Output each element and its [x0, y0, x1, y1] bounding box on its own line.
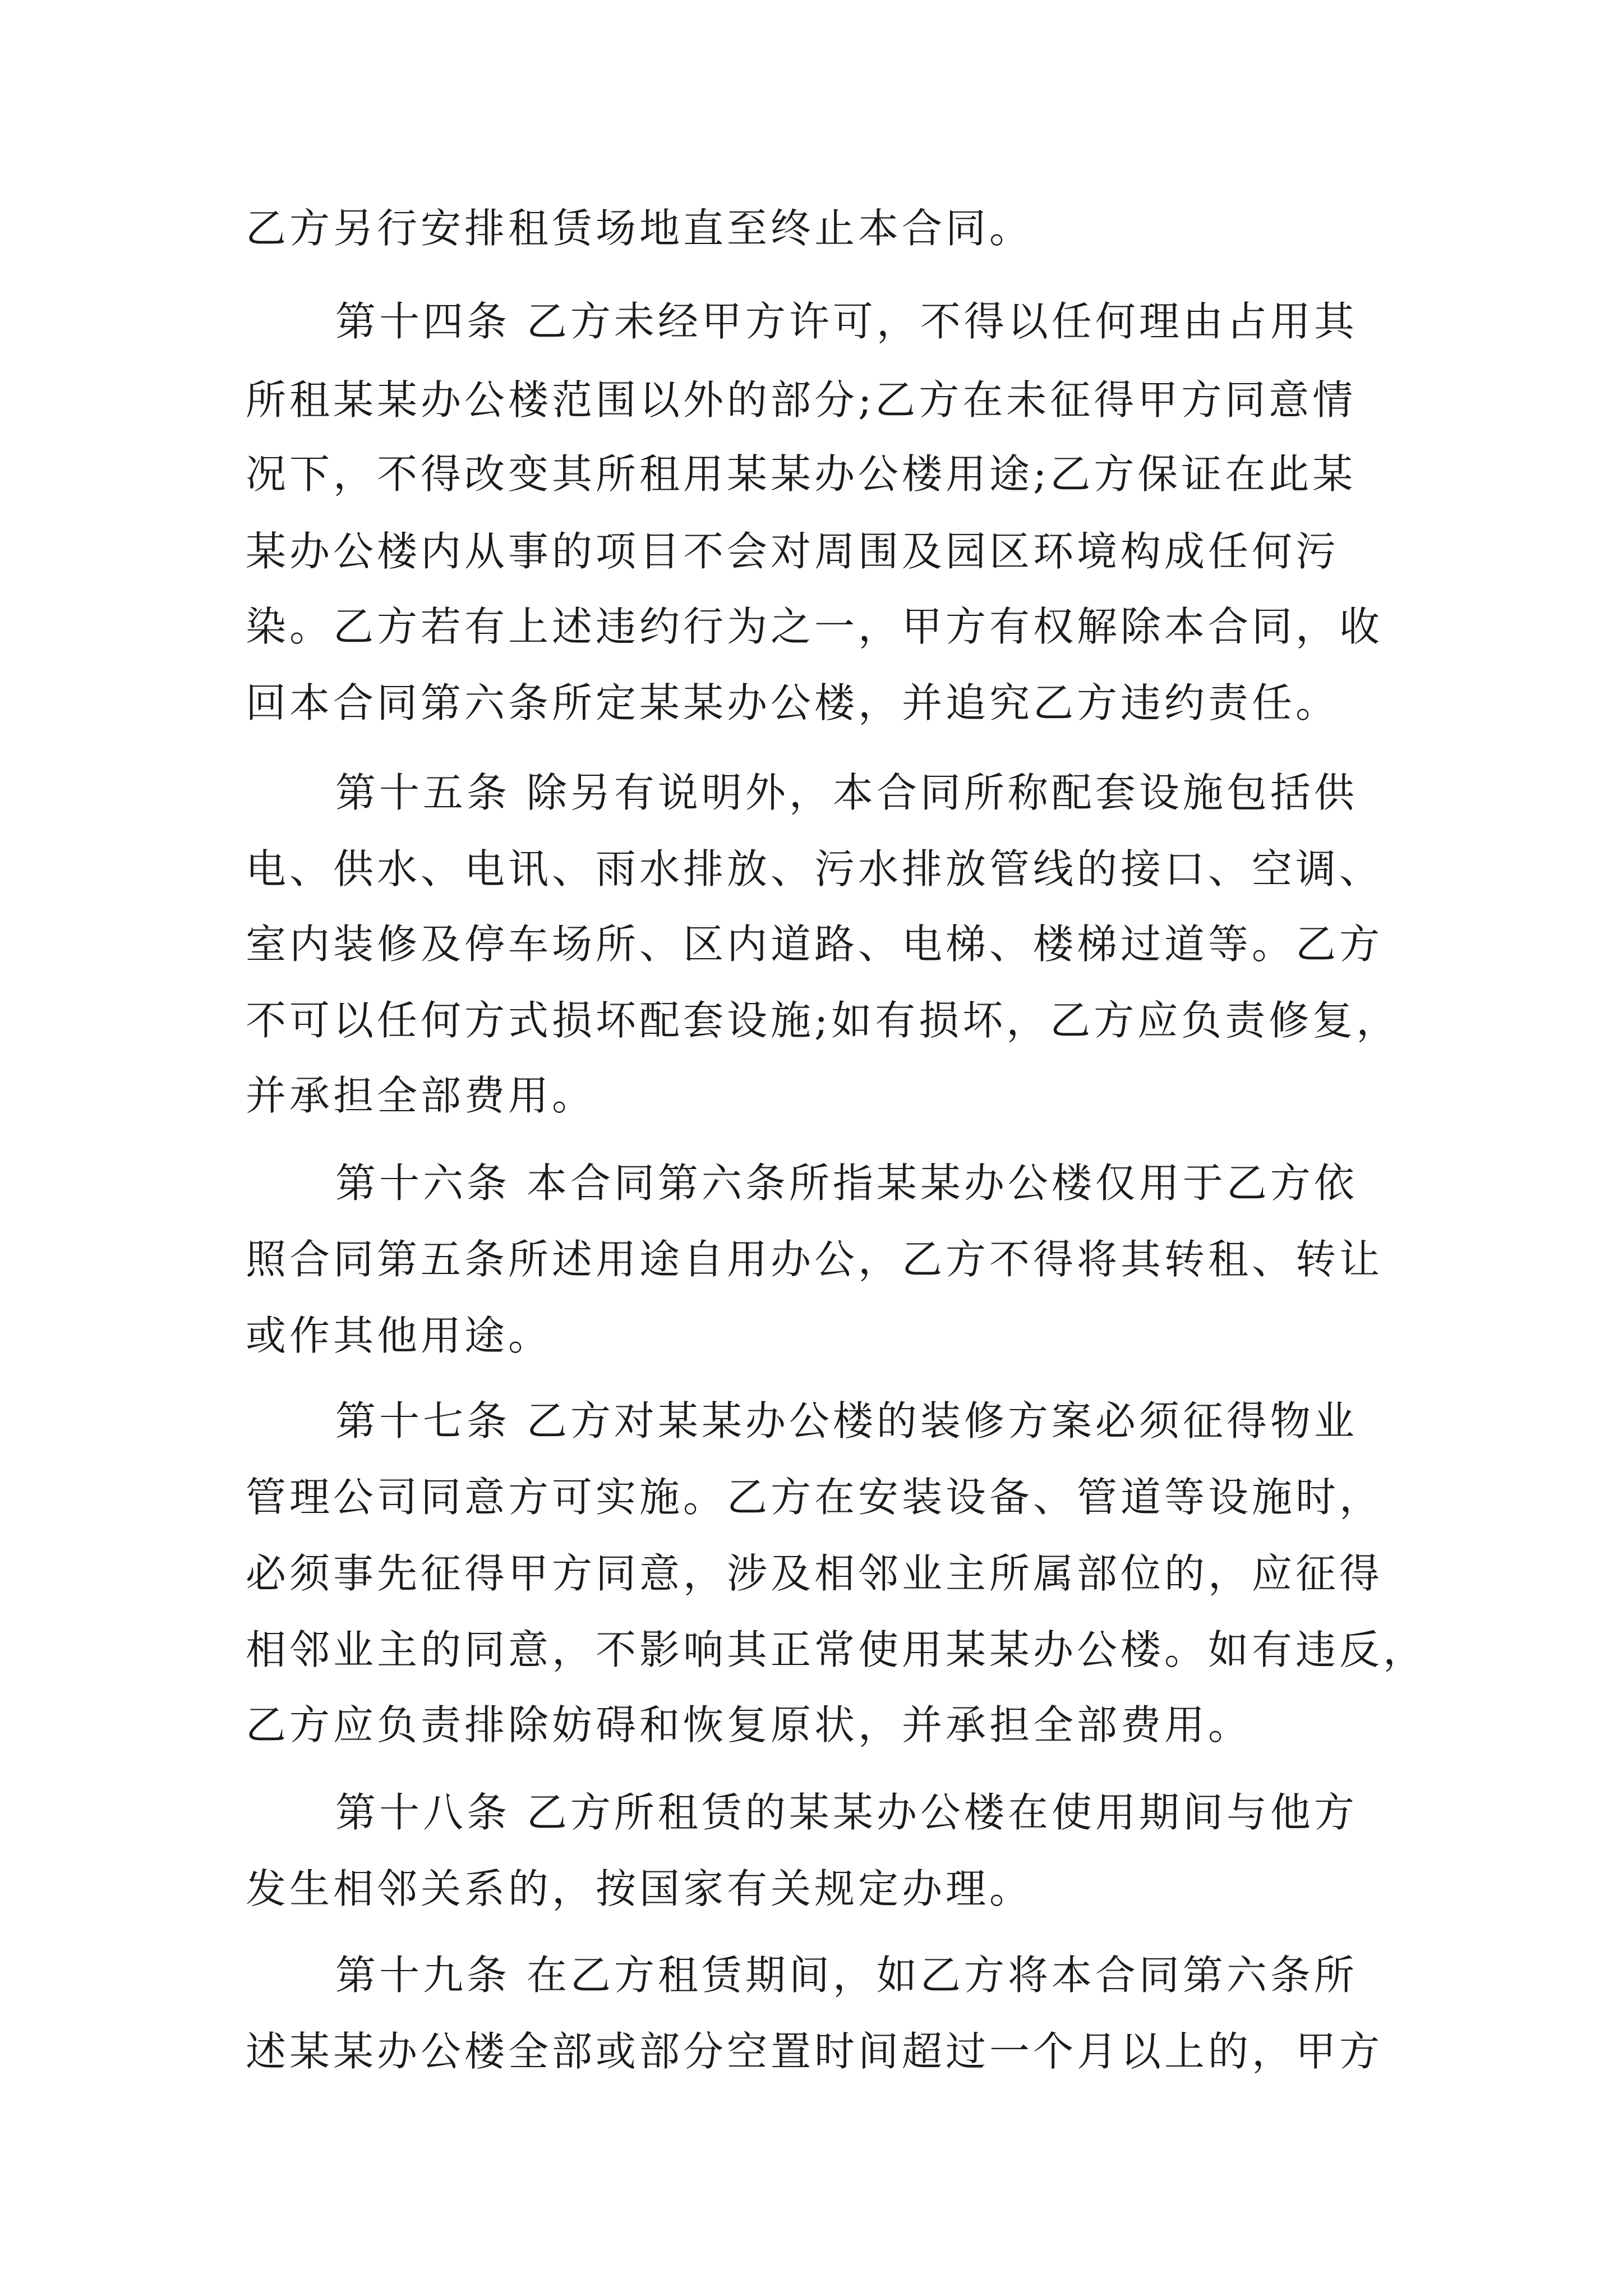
article-19-heading-line: 第十九条 在乙方租赁期间，如乙方将本合同第六条所: [335, 1952, 1358, 1999]
text-line: 照合同第五条所述用途自用办公，乙方不得将其转租、转让: [246, 1236, 1384, 1283]
text-line: 室内装修及停车场所、区内道路、电梯、楼梯过道等。乙方: [246, 921, 1384, 968]
text-line: 乙方另行安排租赁场地直至终止本合同。: [246, 205, 1034, 252]
text-line: 发生相邻关系的，按国家有关规定办理。: [246, 1865, 1034, 1912]
article-17-heading-line: 第十七条 乙方对某某办公楼的装修方案必须征得物业: [335, 1397, 1358, 1444]
text-line: 所租某某办公楼范围以外的部分;乙方在未征得甲方同意情: [246, 376, 1357, 424]
text-line: 必须事先征得甲方同意，涉及相邻业主所属部位的，应征得: [246, 1550, 1384, 1597]
article-18-heading-line: 第十八条 乙方所租赁的某某办公楼在使用期间与他方: [335, 1789, 1358, 1836]
text-line: 染。乙方若有上述违约行为之一，甲方有权解除本合同，收: [246, 603, 1384, 650]
text-line: 或作其他用途。: [246, 1312, 552, 1359]
article-14-heading-line: 第十四条 乙方未经甲方许可，不得以任何理由占用其: [335, 298, 1358, 345]
text-line: 并承担全部费用。: [246, 1072, 596, 1119]
text-line: 管理公司同意方可实施。乙方在安装设备、管道等设施时，: [246, 1474, 1384, 1521]
text-line: 回本合同第六条所定某某办公楼，并追究乙方违约责任。: [246, 679, 1340, 726]
text-line: 某办公楼内从事的项目不会对周围及园区环境构成任何污: [246, 528, 1340, 575]
text-line: 不可以任何方式损坏配套设施;如有损坏，乙方应负责修复，: [246, 997, 1400, 1044]
text-line: 相邻业主的同意，不影响其正常使用某某办公楼。如有违反，: [246, 1626, 1427, 1673]
text-line: 乙方应负责排除妨碍和恢复原状，并承担全部费用。: [246, 1701, 1252, 1749]
text-line: 况下，不得改变其所租用某某办公楼用途;乙方保证在此某: [246, 450, 1357, 498]
text-line: 电、供水、电讯、雨水排放、污水排放管线的接口、空调、: [246, 845, 1384, 892]
article-16-heading-line: 第十六条 本合同第六条所指某某办公楼仅用于乙方依: [335, 1159, 1358, 1207]
text-line: 述某某办公楼全部或部分空置时间超过一个月以上的，甲方: [246, 2028, 1384, 2075]
article-15-heading-line: 第十五条 除另有说明外，本合同所称配套设施包括供: [335, 769, 1358, 816]
